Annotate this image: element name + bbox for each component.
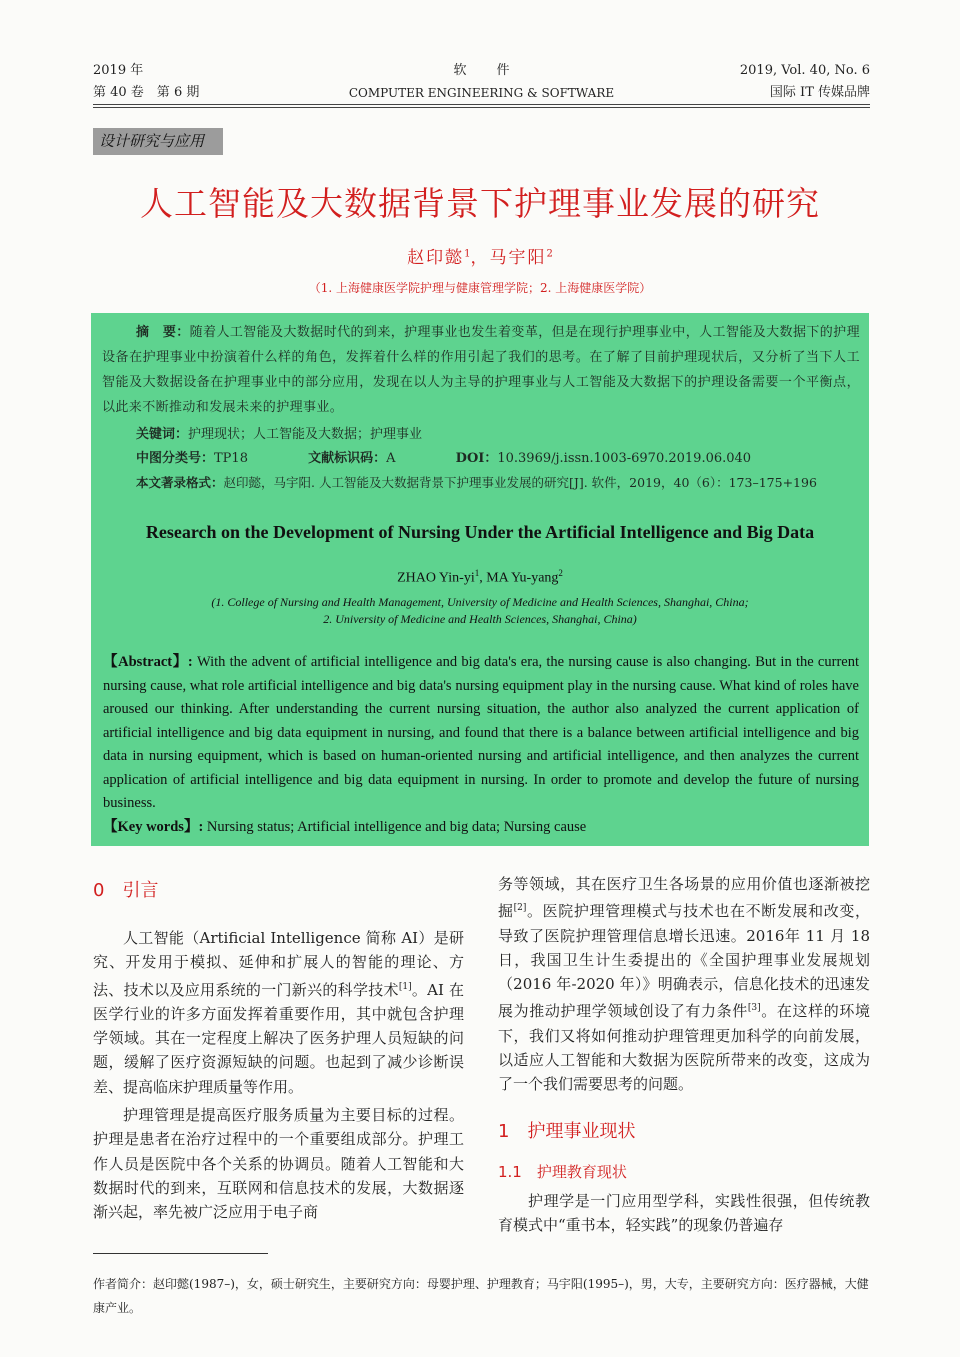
authors (0, 243, 960, 268)
section-tag: 设计研究与应用 (93, 128, 223, 155)
keywords-zh-label: 关键词： (136, 427, 189, 442)
en-author-sep: , (479, 570, 487, 586)
ref-3: [3] (747, 1003, 761, 1014)
doi-label: DOI： (455, 451, 498, 466)
citation-format (102, 470, 894, 495)
abstract-zh-label: 摘 要： (136, 325, 190, 340)
ref-2: [2] (513, 903, 527, 914)
english-title: Research on the Development of Nursing Under the Artificial Intelligence and Big Data (145, 522, 815, 542)
doc-label: 文献标识码： (308, 451, 387, 466)
author-1: 赵印懿 (407, 248, 465, 268)
author-sep: ， (470, 248, 490, 268)
journal-name-zh: 软件 (453, 63, 540, 78)
english-affiliation (91, 594, 869, 628)
en-author-1: ZHAO Yin-yi (397, 570, 475, 586)
paragraph-1 (93, 926, 464, 1099)
keywords-zh (102, 422, 894, 447)
classification-row (102, 446, 894, 471)
english-abstract (103, 651, 859, 816)
subsection-1-1-heading: 1.1 护理教育现状 (498, 1162, 627, 1181)
header-brand: 国际 IT 传媒品牌 (769, 85, 870, 100)
author-1-sup: 1 (464, 248, 471, 260)
p1-text-2: 。AI 在医学行业的许多方面发挥着重要作用，其中就包含护理学领域。其在一定程度上解决了医务护理人员短缺的问题，缓解了医疗资源短缺的问题。也起到了减少诊断误差、提高临床护理质量等作用。 (93, 980, 464, 1096)
abstract-zh-text: 随着人工智能及大数据时代的到来，护理事业也发生着变革，但是在现行护理事业中，人工智能及大数据下的护理设备在护理事业中扮演着什么样的角色，发挥着什么样的作用引起了我们的思考。在了解了目前护理现状后，又分析了当下人工智能及大数据设备在护理事业中的部分应用，发现在以人为主导的护理事业与人工智能及大数据下的护理设备需要一个平衡点，以此来不断推动和发展未来的护理事业。 (102, 325, 860, 415)
paragraph-2: 护理管理是提高医疗服务质量为主要目标的过程。护理是患者在治疗过程中的一个重要组成部分。护理工作人员是医院中各个关系的协调员。随着人工智能和大数据时代的到来，互联网和信息技术的发展，大数据逐渐兴起，率先被广泛应用于电子商 (93, 1106, 464, 1222)
en-author-2-sup: 2 (558, 568, 563, 578)
section-0-heading: 0 引言 (93, 880, 159, 901)
p1-text: 人工智能（Artificial Intelligence 简称 AI）是研究、开发用于模拟、延伸和扩展人的智能的理论、方法、技术以及应用系统的一门新兴的科学技术 (93, 929, 464, 999)
cls-value: TP18 (214, 451, 248, 466)
en-abstract-text: With the advent of artificial intelligence and big data's era, the nursing cause is also changing. But in the current nursing cause, what role artificial intelligence and big data's nursing equipment play in the nursing cause. What kind of roles have aroused our thinking. After understanding the current nursing situation, the author also analyzed the current application of artificial intelligence and big data equipment in nursing, and found that there is a balance between artificial intelligence and big data in nursing equipment, which is based on human-oriented nursing and artificial intelligence, and then analyzes the current application of artificial intelligence and big data equipment in nursing. In order to promote and develop the future of nursing business. (103, 654, 859, 811)
r1-text-3: 。在这样的环境下，我们又将如何推动护理管理更加科学的向前发展，以适应人工智能和大数据为医院所带来的改变，这成为了一个我们需要思考的问题。 (498, 1002, 870, 1094)
en-author-2: MA Yu-yang (486, 570, 559, 586)
cite-label: 本文著录格式： (136, 475, 224, 490)
author-bio-footnote: 作者简介：赵印懿(1987–)，女，硕士研究生，主要研究方向：母婴护理、护理教育；马宇阳(1995–)，男，大专，主要研究方向：医疗器械，大健康产业。 (93, 1277, 869, 1315)
section-1-heading: 1 护理事业现状 (498, 1120, 636, 1142)
doc-value: A (386, 451, 396, 466)
body-left-column (93, 876, 464, 1225)
header-rule-bottom (93, 107, 870, 108)
doi-value: 10.3969/j.issn.1003-6970.2019.06.040 (497, 451, 752, 466)
header-volume: 2019, Vol. 40, No. 6 (739, 63, 870, 78)
paragraph-r2: 护理学是一门应用型学科，实践性很强，但传统教育模式中“重书本，轻实践”的现象仍普遍存 (498, 1191, 870, 1234)
author-2: 马宇阳 (489, 248, 547, 268)
en-kw-label: 【Key words】: (103, 819, 204, 835)
body-right-column (498, 872, 870, 1237)
journal-name-en: COMPUTER ENGINEERING & SOFTWARE (348, 86, 615, 100)
keywords-zh-text: 护理现状；人工智能及大数据；护理事业 (188, 427, 423, 442)
author-2-sup: 2 (546, 248, 553, 260)
english-authors (91, 568, 869, 587)
cls-label: 中图分类号： (136, 451, 215, 466)
en-affil-line-2: 2. University of Medicine and Health Sciences, Shanghai, China) (323, 612, 637, 626)
ref-1: [1] (398, 981, 412, 992)
abstract-zh (102, 320, 860, 420)
en-kw-text: Nursing status; Artificial intelligence and big data; Nursing cause (206, 819, 587, 835)
footnote-rule (93, 1253, 268, 1254)
en-author-1-sup: 1 (474, 568, 480, 578)
paragraph-r1 (498, 872, 870, 1097)
en-affil-line-1: (1. College of Nursing and Health Management, University of Medicine and Health Sciences, Shanghai, China; (211, 595, 749, 609)
running-header (93, 60, 870, 104)
english-keywords (103, 816, 859, 839)
paper-title: 人工智能及大数据背景下护理事业发展的研究 (140, 184, 820, 223)
affiliation: （1. 上海健康医学院护理与健康管理学院；2. 上海健康医学院） (308, 281, 652, 295)
header-right (740, 60, 870, 104)
cite-text: 赵印懿，马宇阳. 人工智能及大数据背景下护理事业发展的研究[J]. 软件，2019，40（6）：173–175+196 (223, 475, 817, 490)
r1-text: 务等领域，其在医疗卫生各场景的应用价值也逐渐被挖掘 (498, 875, 870, 921)
en-abstract-label: 【Abstract】: (103, 654, 193, 670)
header-rule-top (93, 104, 870, 105)
header-year: 2019 年 (93, 63, 144, 78)
header-issue: 第 40 卷 第 6 期 (93, 85, 200, 100)
r1-text-2: 。医院护理管理模式与技术也在不断发展和改变，导致了医院护理管理信息增长迅速。2016年 11 月 18 日，我国卫生计生委提出的《全国护理事业发展规划（2016 年-2020 年）》明确表示，信息化技术的迅速发展为推动护理学领域创设了有力条件 (498, 902, 870, 1021)
